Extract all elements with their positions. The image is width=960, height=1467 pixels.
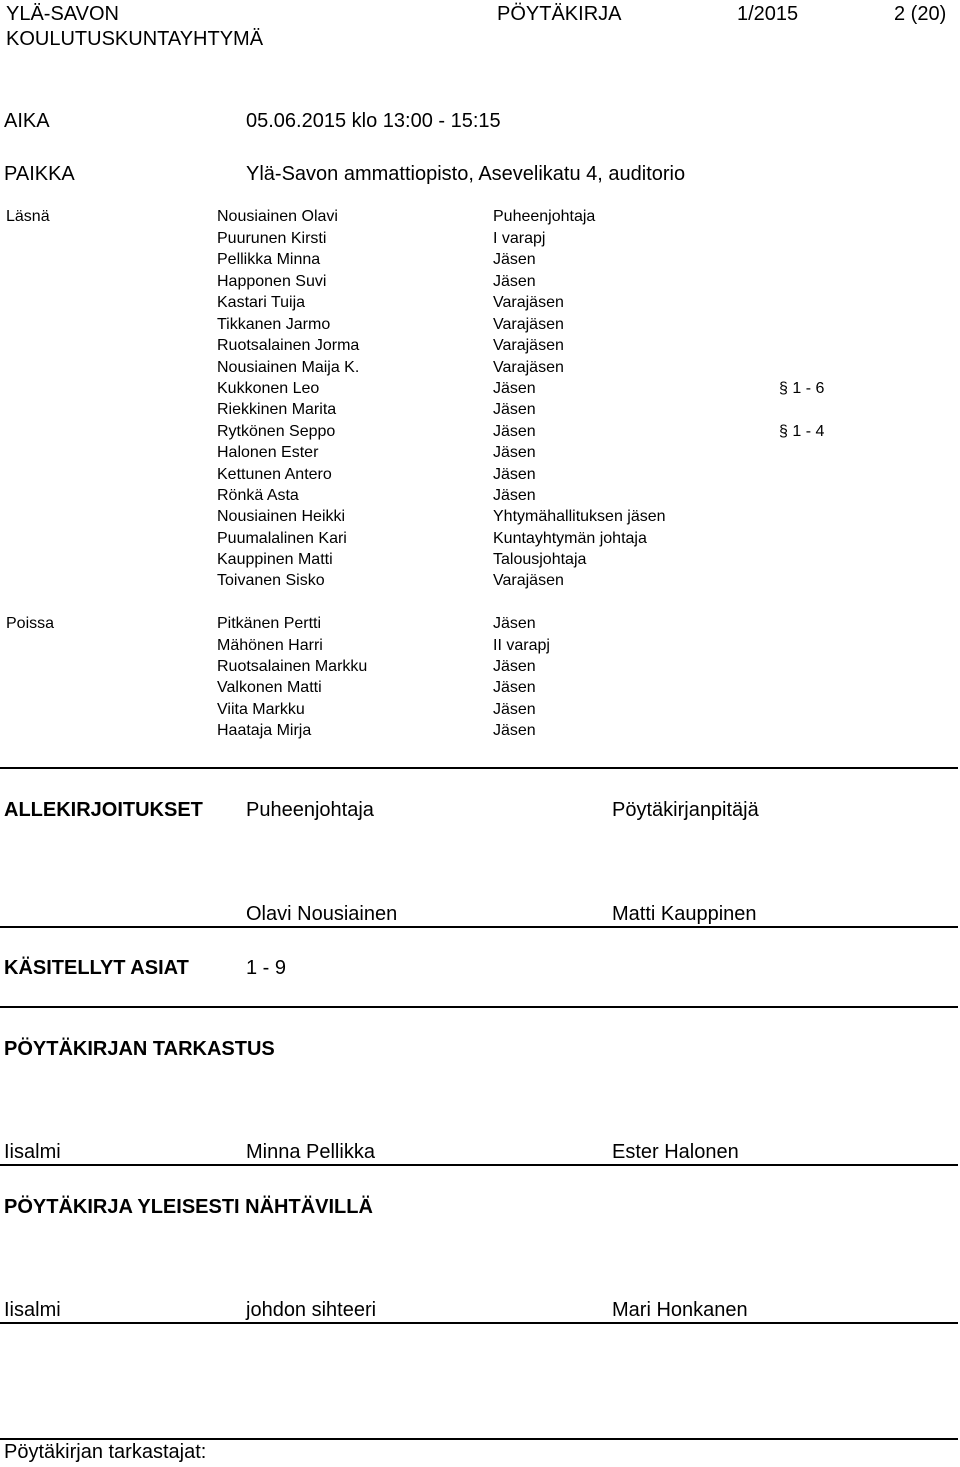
member-role: Jäsen [493, 444, 536, 461]
paikka-value: Ylä-Savon ammattiopisto, Asevelikatu 4, auditorio [246, 163, 686, 185]
org-name-line2: KOULUTUSKUNTAYHTYMÄ [6, 28, 264, 50]
list-item [0, 400, 960, 421]
member-role: Jäsen [493, 423, 536, 440]
member-name: Pitkänen Pertti [217, 615, 322, 632]
doc-number: 1/2015 [737, 3, 799, 25]
member-name: Puumalalinen Kari [217, 530, 347, 547]
list-item [0, 293, 960, 314]
list-item [0, 229, 960, 250]
page-number: 2 (20) [894, 3, 947, 25]
list-item [0, 358, 960, 379]
list-item [0, 250, 960, 271]
list-item [0, 336, 960, 357]
list-item [0, 443, 960, 464]
review-name-1: Minna Pellikka [246, 1141, 375, 1163]
list-item [0, 636, 960, 657]
member-role: Jäsen [493, 273, 536, 290]
list-item [0, 465, 960, 486]
divider [0, 1006, 958, 1008]
member-role: Puheenjohtaja [493, 208, 596, 225]
member-name: Puurunen Kirsti [217, 230, 327, 247]
divider [0, 1322, 958, 1324]
member-name: Nousiainen Olavi [217, 208, 338, 225]
member-role: Varajäsen [493, 359, 564, 376]
member-name: Halonen Ester [217, 444, 319, 461]
member-role: Varajäsen [493, 337, 564, 354]
list-item [0, 678, 960, 699]
list-item [0, 700, 960, 721]
public-name: Mari Honkanen [612, 1299, 748, 1321]
member-role: I varapj [493, 230, 546, 247]
member-name: Viita Markku [217, 701, 305, 718]
absent-label: Poissa [6, 615, 55, 632]
paikka-label: PAIKKA [4, 163, 75, 185]
member-role: Jäsen [493, 658, 536, 675]
handled-label: KÄSITELLYT ASIAT [4, 957, 189, 979]
aika-label: AIKA [4, 110, 50, 132]
member-role: Jäsen [493, 466, 536, 483]
aika-value: 05.06.2015 klo 13:00 - 15:15 [246, 110, 501, 132]
member-name: Nousiainen Maija K. [217, 359, 360, 376]
member-role: Jäsen [493, 701, 536, 718]
member-role: Yhtymähallituksen jäsen [493, 508, 666, 525]
list-item [0, 207, 960, 228]
member-name: Tikkanen Jarmo [217, 316, 331, 333]
member-role: Kuntayhtymän johtaja [493, 530, 647, 547]
member-role: Jäsen [493, 615, 536, 632]
paragraph-range: § 1 - 4 [779, 423, 825, 440]
member-name: Riekkinen Marita [217, 401, 337, 418]
member-name: Kastari Tuija [217, 294, 306, 311]
review-label: PÖYTÄKIRJAN TARKASTUS [4, 1038, 275, 1060]
list-item [0, 550, 960, 571]
doc-type: PÖYTÄKIRJA [497, 3, 622, 25]
divider [0, 767, 958, 769]
list-item [0, 571, 960, 592]
member-role: Varajäsen [493, 572, 564, 589]
list-item [0, 721, 960, 742]
public-label: PÖYTÄKIRJA YLEISESTI NÄHTÄVILLÄ [4, 1196, 373, 1218]
member-name: Mähönen Harri [217, 637, 323, 654]
member-role: Jäsen [493, 251, 536, 268]
member-role: Jäsen [493, 487, 536, 504]
member-role: II varapj [493, 637, 550, 654]
member-name: Happonen Suvi [217, 273, 327, 290]
divider [0, 926, 958, 928]
member-name: Kettunen Antero [217, 466, 332, 483]
list-item [0, 422, 960, 443]
org-name-line1: YLÄ-SAVON [6, 3, 119, 25]
divider [0, 1164, 958, 1166]
list-item [0, 529, 960, 550]
public-role: johdon sihteeri [246, 1299, 377, 1321]
member-role: Jäsen [493, 679, 536, 696]
member-role: Jäsen [493, 401, 536, 418]
signature-name-secretary: Matti Kauppinen [612, 903, 757, 925]
list-item [0, 315, 960, 336]
member-name: Rytkönen Seppo [217, 423, 336, 440]
member-role: Jäsen [493, 722, 536, 739]
handled-value: 1 - 9 [246, 957, 287, 979]
signature-role-chair: Puheenjohtaja [246, 799, 374, 821]
list-item [0, 486, 960, 507]
present-label: Läsnä [6, 208, 50, 225]
list-item [0, 657, 960, 678]
review-name-2: Ester Halonen [612, 1141, 739, 1163]
list-item [0, 614, 960, 635]
member-name: Kukkonen Leo [217, 380, 320, 397]
member-role: Varajäsen [493, 294, 564, 311]
member-name: Ruotsalainen Jorma [217, 337, 360, 354]
signatures-label: ALLEKIRJOITUKSET [4, 799, 203, 821]
member-name: Pellikka Minna [217, 251, 321, 268]
footer-label: Pöytäkirjan tarkastajat: [4, 1441, 207, 1463]
public-place: Iisalmi [4, 1299, 61, 1321]
member-name: Haataja Mirja [217, 722, 312, 739]
list-item [0, 507, 960, 528]
member-name: Nousiainen Heikki [217, 508, 346, 525]
member-name: Toivanen Sisko [217, 572, 325, 589]
member-name: Ruotsalainen Markku [217, 658, 368, 675]
member-role: Varajäsen [493, 316, 564, 333]
member-name: Valkonen Matti [217, 679, 322, 696]
member-role: Talousjohtaja [493, 551, 587, 568]
signature-role-secretary: Pöytäkirjanpitäjä [612, 799, 759, 821]
member-role: Jäsen [493, 380, 536, 397]
list-item [0, 272, 960, 293]
review-place: Iisalmi [4, 1141, 61, 1163]
paragraph-range: § 1 - 6 [779, 380, 825, 397]
member-name: Kauppinen Matti [217, 551, 333, 568]
signature-name-chair: Olavi Nousiainen [246, 903, 398, 925]
list-item [0, 379, 960, 400]
member-name: Rönkä Asta [217, 487, 299, 504]
